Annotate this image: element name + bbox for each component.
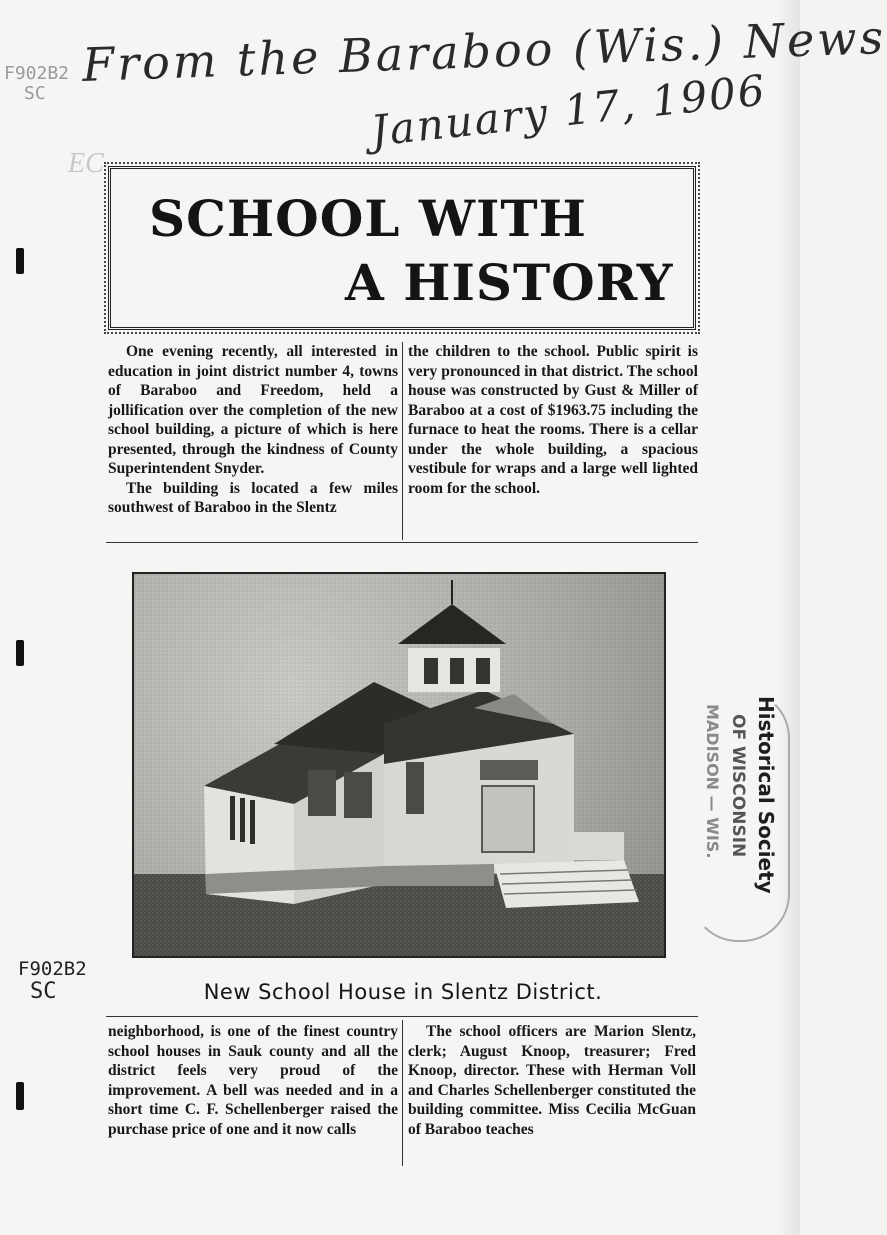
article-paragraph: the children to the school. Public spirit is very pronounced in that district. The school house was constructed by Gust & Miller of Baraboo at a cost of $1963.75 including the furnace to heat the rooms. There is a cellar under the whole building, a spacious vestibule for wraps and a large well lighted room for the school. [408,343,698,497]
headline-box [108,166,696,330]
headline-line-1: SCHOOL WITH [149,189,587,248]
article-paragraph: The building is located a few miles southwest of Baraboo in the Slentz [108,479,398,516]
call-number-side-line1: F902B2 [18,958,87,980]
article-column-3 [108,1022,398,1139]
school-house-photo [132,572,666,958]
photo-caption: New School House in Slentz District. [203,980,603,1004]
scan-edge-mark [16,248,24,274]
column-divider [402,342,403,540]
call-number-top-line1: F902B2 [4,63,70,84]
article-paragraph: One evening recently, all interested in education in joint district number 4, towns of Baraboo and Freedom, held a jollification over the completion of the new school building, a picture of which is here presented, through the kindness of County Superintendent Snyder. [108,343,398,477]
column-divider [402,1020,403,1166]
handwritten-source-note: From the Baraboo (Wis.) News [81,9,887,93]
section-rule [106,1016,698,1017]
page-edge-shadow [776,0,800,1235]
historical-society-stamp [684,690,792,940]
article-paragraph: The school officers are Marion Slentz, clerk; August Knoop, treasurer; Fred Knoop, director. These with Herman Voll and Charles Schellenberger constituted the building committee. Miss Cecilia McGuan of Baraboo teaches [408,1023,696,1138]
scan-edge-mark [16,640,24,666]
stamp-line-1: Historical Society [754,696,778,894]
handwritten-date-note: January 17, 1906 [368,65,769,156]
call-number-top-line2: SC [24,82,46,104]
call-number-side [18,960,87,1003]
school-house-illustration [134,574,664,956]
article-column-4 [408,1022,696,1139]
call-number-top [4,64,69,104]
headline-line-2: A HISTORY [345,253,674,312]
stamp-line-2: OF WISCONSIN [728,714,748,858]
call-number-side-line2: SC [30,978,57,1004]
section-rule [106,542,698,543]
stray-pencil-mark: EC [68,148,104,179]
article-column-1 [108,342,398,518]
scan-edge-mark [16,1082,24,1110]
article-column-2 [408,342,698,498]
stamp-line-3: MADISON — WIS. [703,704,722,859]
article-paragraph: neighborhood, is one of the finest country school houses in Sauk county and all the district feels very proud of the improvement. A bell was needed and in a short time C. F. Schellenberger raised the purchase price of one and it now calls [108,1023,398,1138]
